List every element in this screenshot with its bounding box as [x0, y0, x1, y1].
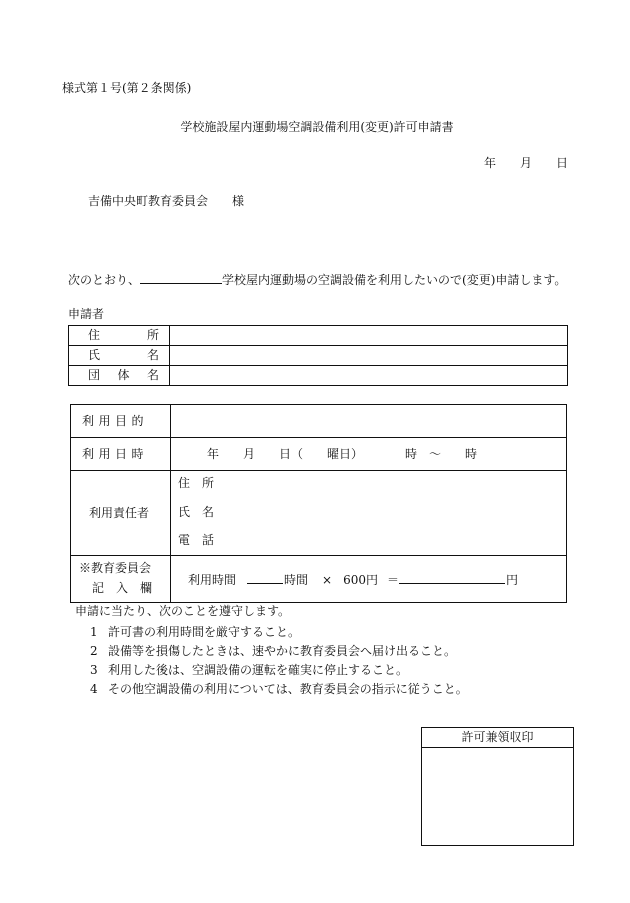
list-item-number: 1 [90, 625, 98, 639]
intro-sentence [68, 272, 566, 286]
applicant-group-label: 団 体 名 [69, 366, 170, 385]
form-number: 様式第１号(第２条関係) [62, 81, 192, 95]
board-entry-label-line1: ※教育委員会 [79, 561, 152, 575]
stamp-area [422, 748, 573, 845]
applicant-address-label: 住 所 [69, 326, 170, 345]
pledge-list [90, 623, 468, 699]
intro-after-blank: 学校屋内運動場の空調設備を利用したいので(変更)申請します。 [222, 273, 567, 287]
total-blank-line [399, 572, 505, 584]
applicant-heading: 申請者 [68, 307, 105, 321]
datetime-text: 年 月 日（ 曜日） 時 ～ 時 [207, 447, 478, 461]
responsible-name-label: 氏 名 [178, 505, 215, 519]
list-item-number: 3 [90, 663, 98, 677]
pledge-heading: 申請に当たり、次のことを遵守します。 [75, 604, 291, 618]
purpose-label: 利用目的 [71, 405, 171, 437]
applicant-name-label: 氏 名 [69, 346, 170, 365]
applicant-table [68, 325, 568, 386]
board-entry-label [71, 556, 171, 602]
multiply-sign: × [322, 573, 333, 587]
fee-rate: 600円 [343, 573, 378, 587]
fee-hours-label: 利用時間 [188, 573, 237, 587]
stamp-box-label: 許可兼領収印 [422, 728, 573, 748]
usage-row-purpose [71, 405, 566, 437]
applicant-group-cell [170, 366, 567, 385]
fee-yen-unit: 円 [506, 573, 519, 587]
usage-row-responsible [71, 470, 566, 555]
applicant-address-cell [170, 326, 567, 345]
addressee: 吉備中央町教育委員会 様 [88, 194, 245, 208]
hours-blank-line [247, 572, 283, 584]
applicant-row-address [69, 326, 567, 345]
list-item [90, 680, 468, 699]
usage-table [70, 404, 567, 603]
receipt-stamp-box [421, 727, 574, 846]
list-item-number: 4 [90, 682, 98, 696]
list-item-text: 利用した後は、空調設備の運転を確実に停止すること。 [108, 663, 409, 677]
responsible-phone-label: 電 話 [178, 533, 215, 547]
usage-row-datetime [71, 437, 566, 470]
list-item-number: 2 [90, 644, 98, 658]
list-item [90, 623, 468, 642]
list-item [90, 642, 468, 661]
equals-sign: ＝ [387, 573, 400, 587]
board-entry-label-line2: 記 入 欄 [92, 581, 153, 595]
list-item-text: その他空調設備の利用については、教育委員会の指示に従うこと。 [108, 682, 468, 696]
responsible-label: 利用責任者 [71, 471, 171, 555]
responsible-cell [171, 471, 566, 555]
fee-calculation [171, 572, 518, 586]
board-entry-cell [171, 556, 566, 602]
list-item-text: 設備等を損傷したときは、速やかに教育委員会へ届け出ること。 [108, 644, 457, 658]
list-item-text: 許可書の利用時間を厳守すること。 [108, 625, 301, 639]
responsible-address-label: 住 所 [178, 476, 215, 490]
datetime-cell [171, 438, 566, 470]
date-line: 年 月 日 [483, 156, 568, 170]
intro-before-blank: 次のとおり、 [68, 273, 141, 287]
document-title: 学校施設屋内運動場空調設備利用(変更)許可申請書 [180, 120, 454, 134]
list-item [90, 661, 468, 680]
applicant-row-group [69, 365, 567, 385]
datetime-label: 利用日時 [71, 438, 171, 470]
applicant-row-name [69, 345, 567, 365]
purpose-cell [171, 405, 566, 437]
applicant-name-cell [170, 346, 567, 365]
fee-hours-unit: 時間 [284, 573, 309, 587]
usage-row-board-entry [71, 555, 566, 602]
school-name-blank-line [140, 272, 222, 284]
